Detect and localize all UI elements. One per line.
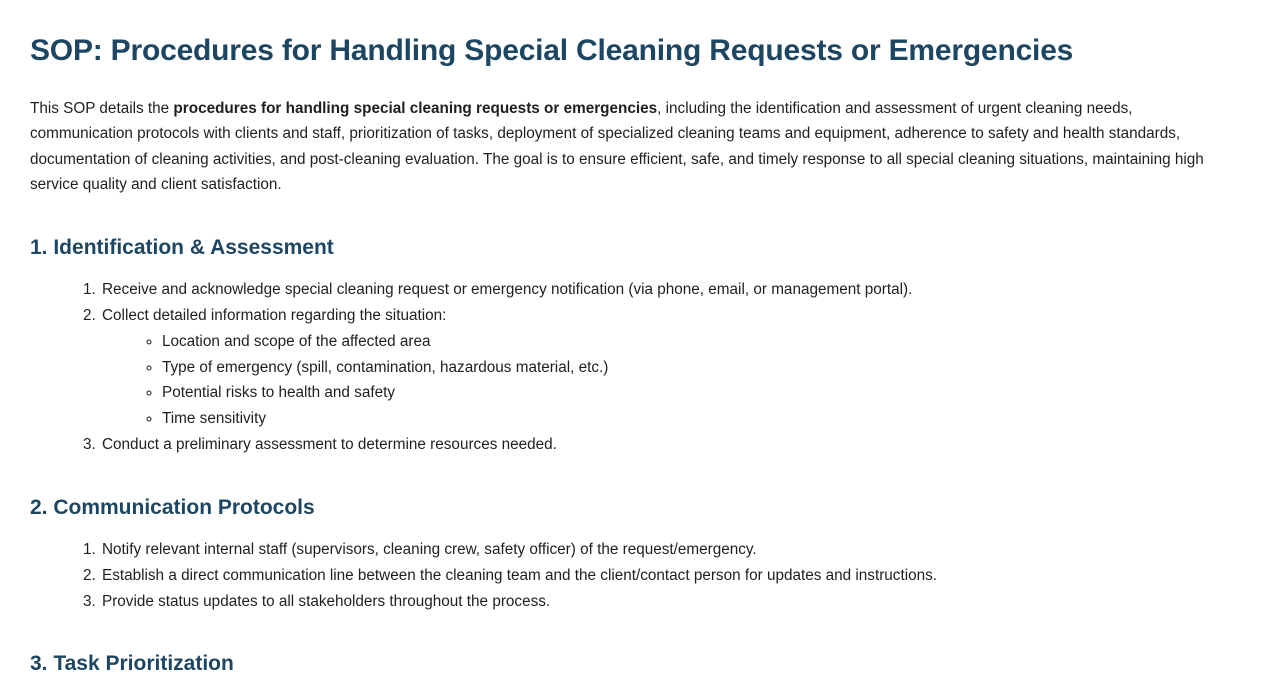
sub-list-item: ◦ Location and scope of the affected area xyxy=(162,329,1219,355)
section-communication-protocols xyxy=(30,494,1219,615)
list-item-text: Collect detailed information regarding the situation: xyxy=(102,306,447,324)
list-item xyxy=(100,432,1219,458)
list-item-text: Provide status updates to all stakeholders throughout the process. xyxy=(102,592,551,610)
sub-list-item: ◦ Potential risks to health and safety xyxy=(162,380,1219,406)
list-item-text: Establish a direct communication line between the cleaning team and the client/contact person for updates and instructions. xyxy=(102,566,938,584)
section-heading: 2. Communication Protocols xyxy=(30,495,315,519)
sub-list-item: ◦ Time sensitivity xyxy=(162,406,1219,432)
list-item-text: Conduct a preliminary assessment to determine resources needed. xyxy=(102,435,557,453)
sub-list-item: ◦ Type of emergency (spill, contamination, hazardous material, etc.) xyxy=(162,355,1219,381)
sub-list xyxy=(102,329,1219,432)
list-item xyxy=(100,277,1219,303)
intro-paragraph xyxy=(30,96,1219,198)
section-identification-assessment xyxy=(30,234,1219,458)
list-item xyxy=(100,537,1219,563)
ordered-list xyxy=(30,537,1219,614)
list-item-text: Notify relevant internal staff (supervisors, cleaning crew, safety officer) of the request/emergency. xyxy=(102,541,757,559)
list-item xyxy=(100,563,1219,589)
list-item xyxy=(100,303,1219,432)
section-heading: 1. Identification & Assessment xyxy=(30,235,334,259)
ordered-list xyxy=(30,277,1219,458)
page-title: SOP: Procedures for Handling Special Cleaning Requests or Emergencies xyxy=(30,34,1074,67)
intro-text-before: This SOP details the xyxy=(30,99,174,117)
intro-text-after: , including the identification and assessment of urgent cleaning needs, communication protocols with clients and staff, prioritization of tasks, deployment of specialized cleaning teams and equipment, adherence to safety and health standards, documentation of cleaning activities, and post-cleaning evaluation. The goal is to ensure efficient, safe, and timely response to all special cleaning situations, maintaining high service quality and client satisfaction. xyxy=(30,99,1204,194)
section-task-prioritization xyxy=(30,614,1219,677)
section-heading: 3. Task Prioritization xyxy=(30,652,234,676)
list-item xyxy=(100,589,1219,615)
list-item-text: Receive and acknowledge special cleaning request or emergency notification (via phone, email, or management portal). xyxy=(102,281,913,299)
intro-text-bold: procedures for handling special cleaning requests or emergencies xyxy=(173,99,658,117)
